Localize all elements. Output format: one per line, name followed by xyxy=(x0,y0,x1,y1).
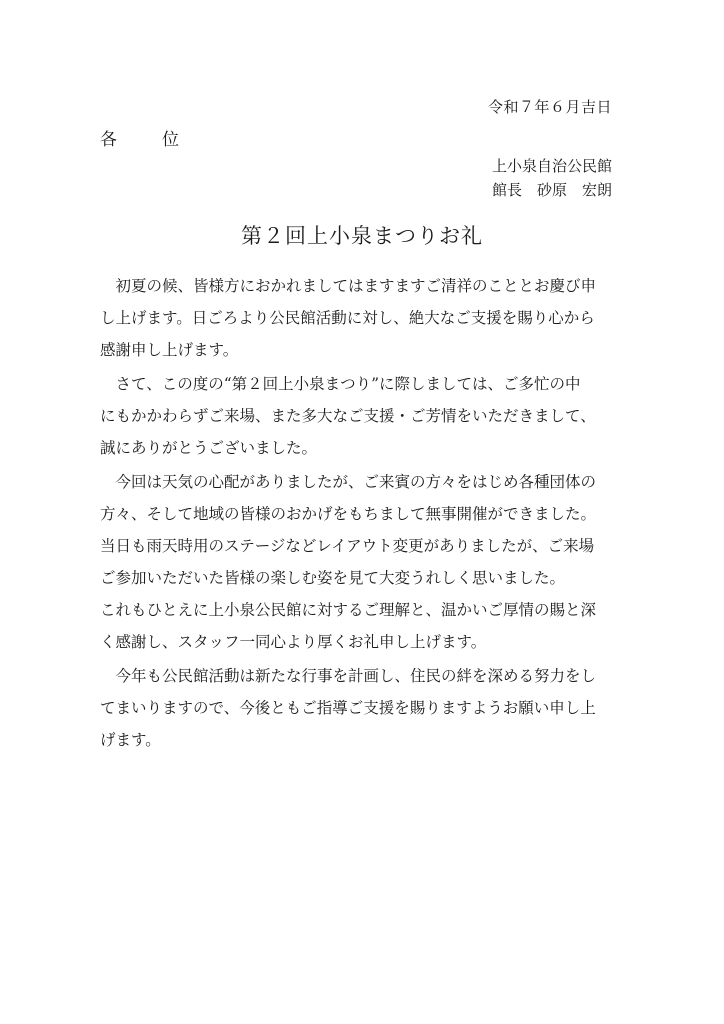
paragraph-greeting xyxy=(100,270,620,366)
body-line: 今年も公民館活動は新たな行事を計画し、住民の絆を深める努力をし xyxy=(100,667,597,685)
letter-date: 令和７年６月吉日 xyxy=(487,98,612,116)
body-line: にもかかわらずご来場、また多大なご支援・ご芳情をいただきまして、 xyxy=(100,407,596,425)
body-line: 当日も雨天時用のステージなどレイアウト変更がありましたが、ご来場 xyxy=(100,537,595,555)
body-line: てまいりますので、今後ともご指導ご支援を賜りますようお願い申し上 xyxy=(100,699,596,717)
paragraph-closing xyxy=(100,660,620,756)
body-line: さて、この度の“第２回上小泉まつり”に際しましては、ご多忙の中 xyxy=(100,375,581,393)
letter-title: 第２回上小泉まつりお礼 xyxy=(241,224,483,248)
letter-body xyxy=(100,270,620,758)
body-line: 方々、そして地域の皆様のおかげをもちまして無事開催ができました。 xyxy=(100,505,597,523)
paragraph-event-report xyxy=(100,466,620,658)
sender-organization: 上小泉自治公民館 xyxy=(491,157,612,175)
body-line: 感謝申し上げます。 xyxy=(100,341,239,359)
body-line: 誠にありがとうございました。 xyxy=(100,439,318,457)
sender-name: 館長 砂原 宏朗 xyxy=(491,181,612,199)
body-line: げます。 xyxy=(100,731,161,749)
body-line: し上げます。日ごろより公民館活動に対し、絶大なご支援を賜り心から xyxy=(100,309,595,327)
recipient-salutation: 各 位 xyxy=(100,130,193,150)
body-line: 今回は天気の心配がありましたが、ご来賓の方々をはじめ各種団体の xyxy=(100,473,597,491)
paragraph-thanks xyxy=(100,368,620,464)
body-line: く感謝し、スタッフ一同心より厚くお礼申し上げます。 xyxy=(100,633,487,651)
body-line: 初夏の候、皆様方におかれましてはますますご清祥のこととお慶び申 xyxy=(100,277,597,295)
sender-block xyxy=(492,154,612,202)
body-line: これもひとえに上小泉公民館に対するご理解と、温かいご厚情の賜と深 xyxy=(100,601,597,619)
body-line: ご参加いただいた皆様の楽しむ姿を見て大変うれしく思いました。 xyxy=(100,569,566,587)
